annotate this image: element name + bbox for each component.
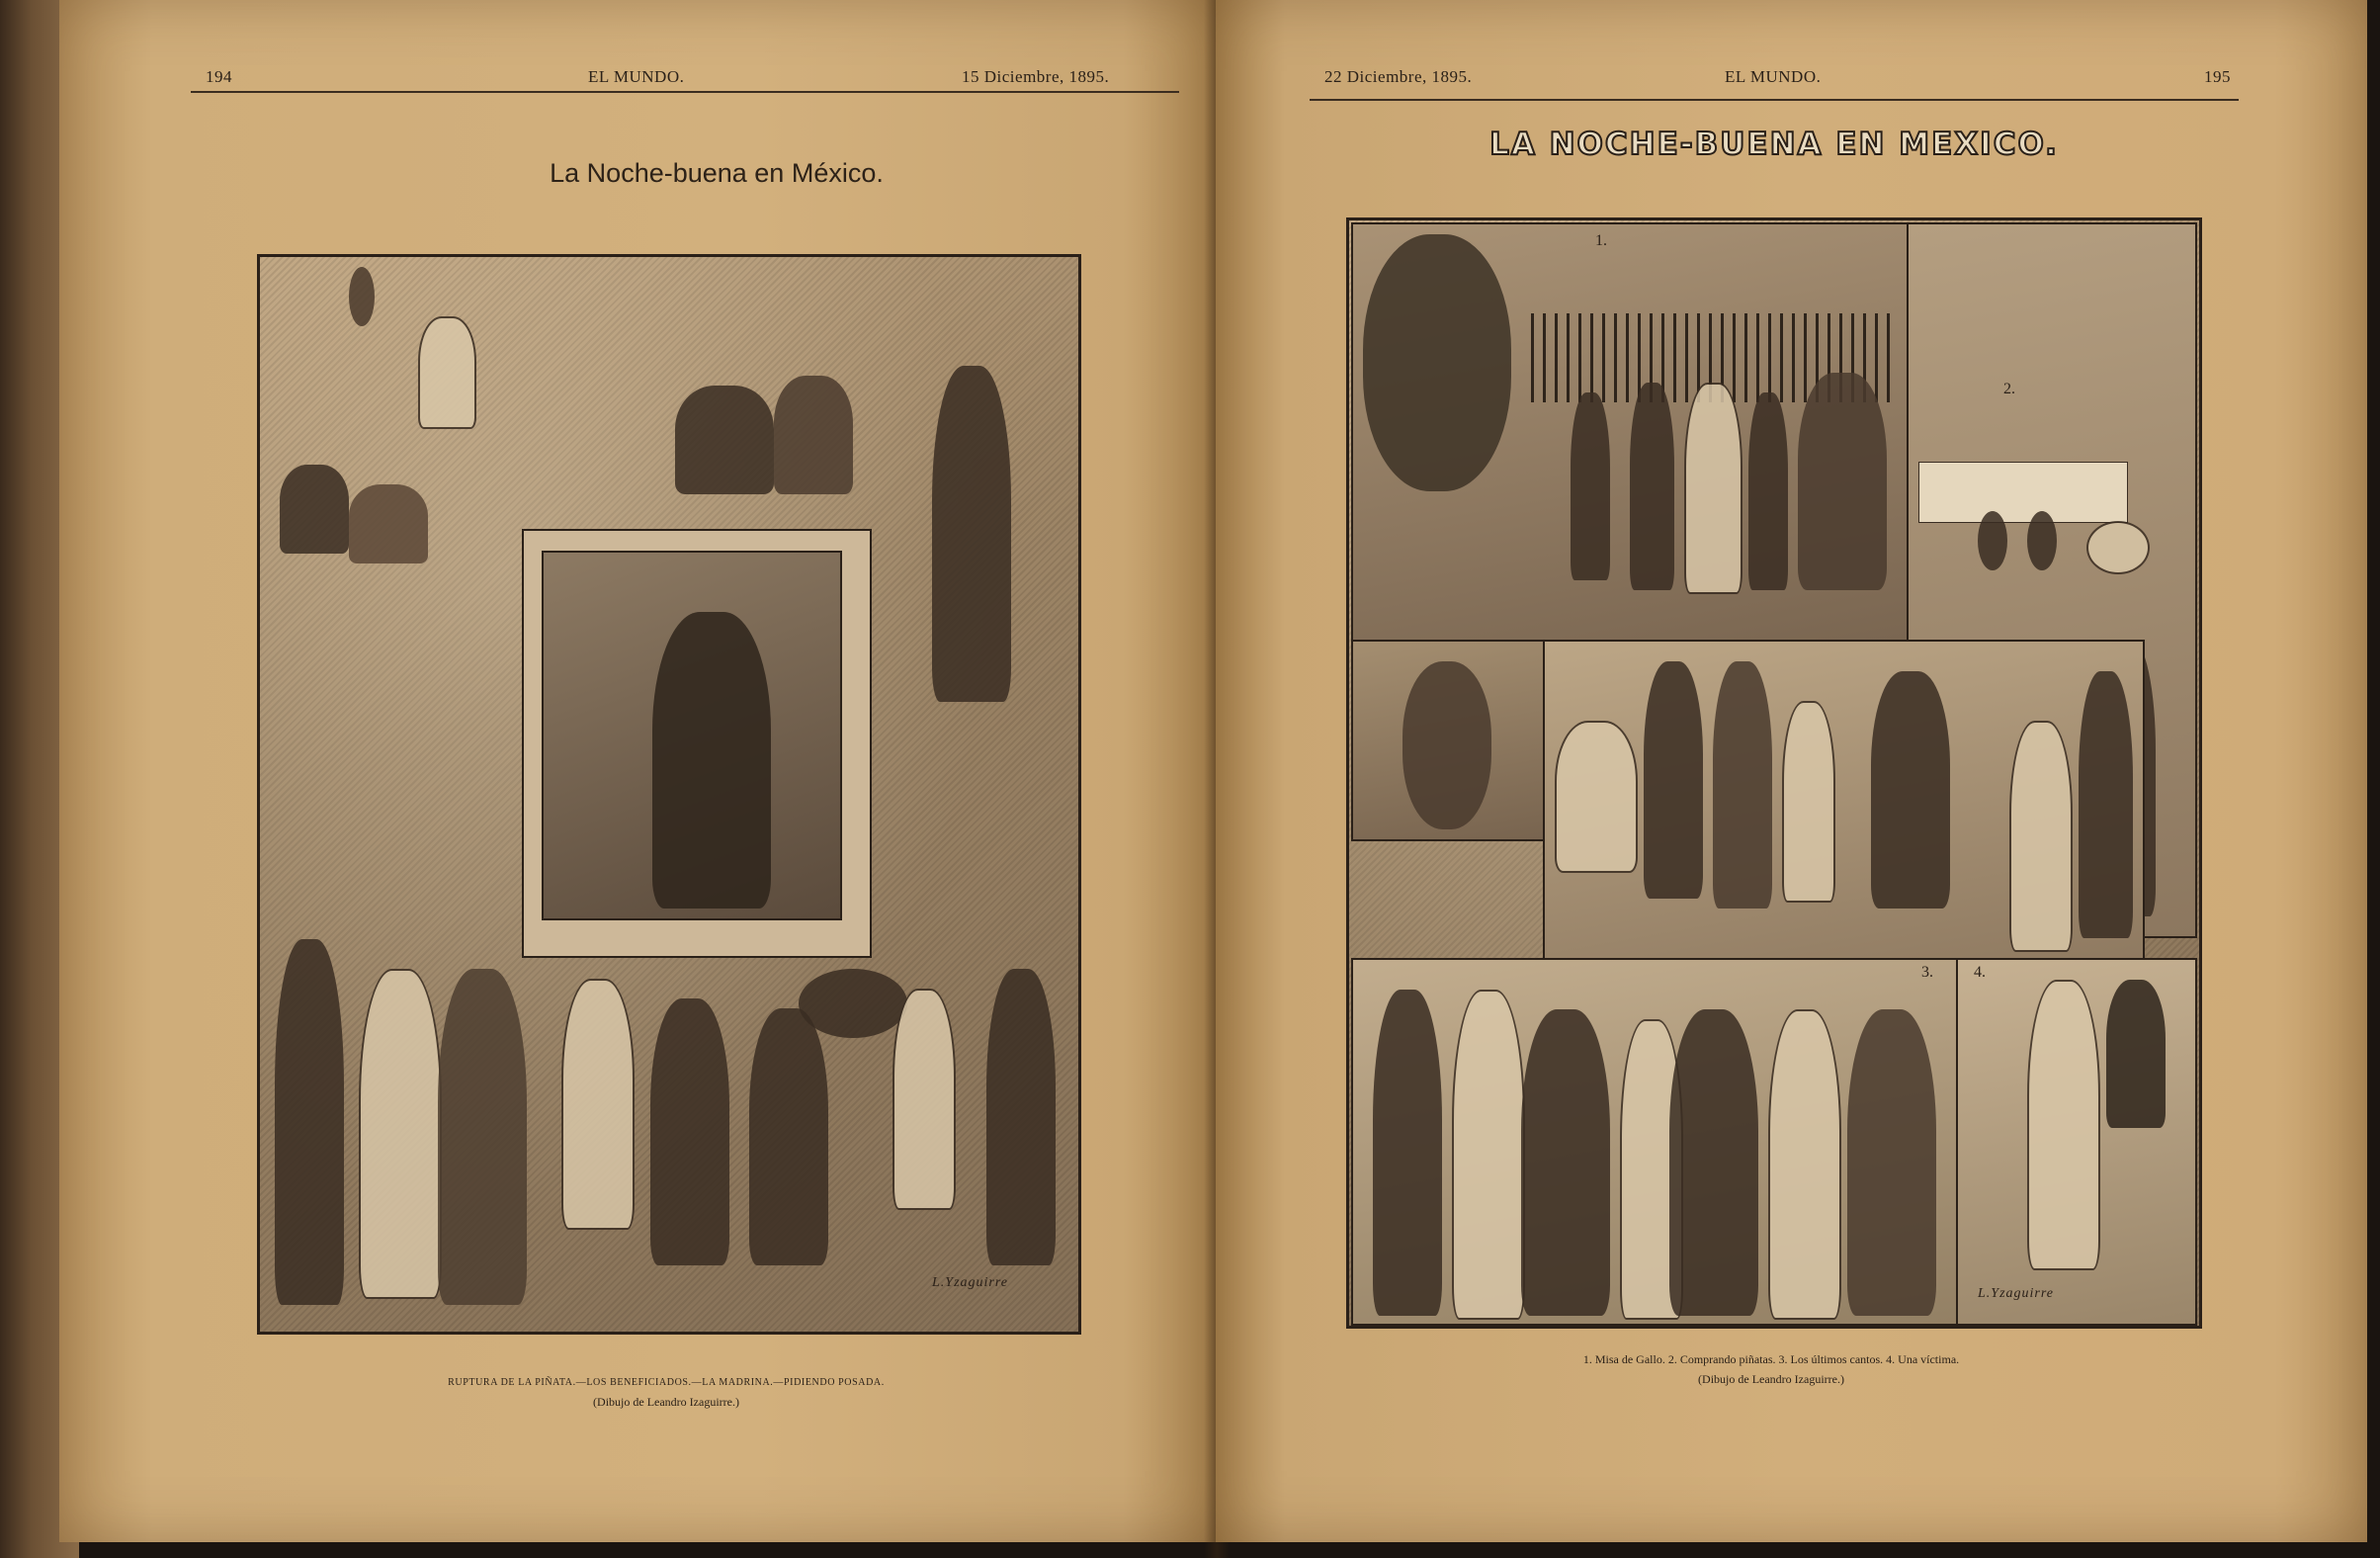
figure-woman xyxy=(1630,383,1674,590)
left-page xyxy=(59,0,1216,1542)
right-masthead: EL MUNDO. xyxy=(1725,67,1822,86)
figure-man xyxy=(2009,721,2073,952)
panel-una-victima xyxy=(1956,958,2197,1326)
panel-misa-de-gallo xyxy=(1351,222,1909,642)
figure-woman xyxy=(1521,1009,1610,1316)
figure-musician xyxy=(1571,392,1610,580)
figure-boy xyxy=(675,386,774,494)
figure-madrina xyxy=(652,612,771,909)
tree xyxy=(1363,234,1511,491)
figure-musician xyxy=(275,939,344,1305)
figure-boy xyxy=(749,1008,828,1265)
figure-child xyxy=(1782,701,1835,903)
left-page-title: La Noche-buena en México. xyxy=(550,158,884,188)
figure-children-group xyxy=(349,484,428,563)
right-plate-signature: L.Yzaguirre xyxy=(1978,1286,2055,1301)
nativity-tray xyxy=(799,969,907,1038)
left-header-rule xyxy=(191,91,1179,93)
panel-number-2: 2. xyxy=(2003,381,2015,397)
turkey xyxy=(2106,980,2166,1128)
figure-woman xyxy=(1768,1009,1841,1320)
pinata xyxy=(1978,511,2007,570)
figure-woman xyxy=(1452,990,1525,1320)
pinata xyxy=(349,267,375,326)
right-illustration-plate xyxy=(1346,217,2202,1329)
right-credit: (Dibujo de Leandro Izaguirre.) xyxy=(1698,1372,1844,1386)
figure-woman xyxy=(1713,661,1772,909)
left-plate-signature: L.Yzaguirre xyxy=(932,1275,1009,1290)
panel-number-4: 4. xyxy=(1974,964,1986,981)
right-page-number: 195 xyxy=(2204,67,2231,86)
figure-girl xyxy=(892,989,956,1210)
figure-violinist xyxy=(1847,1009,1936,1316)
pinata-bird xyxy=(2086,521,2150,574)
pinata xyxy=(2027,511,2057,570)
panel-number-3: 3. xyxy=(1921,964,1933,981)
figure-girl xyxy=(561,979,635,1230)
figure-man xyxy=(1373,990,1442,1316)
figure-boy xyxy=(650,998,729,1265)
right-page-title: LA NOCHE-BUENA EN MEXICO. xyxy=(1489,127,2059,162)
figure-children-group xyxy=(280,465,349,554)
panel-los-ultimos-cantos xyxy=(1351,958,1958,1326)
left-masthead: EL MUNDO. xyxy=(588,67,685,86)
figure-lady xyxy=(1871,671,1950,909)
panel-garden xyxy=(1351,640,1545,841)
left-page-number: 194 xyxy=(206,67,232,86)
figure-boy-standing xyxy=(932,366,1011,702)
plant xyxy=(1402,661,1491,829)
figure-woman xyxy=(1644,661,1703,899)
figure-woman xyxy=(1684,383,1742,594)
figure-woman xyxy=(359,969,442,1299)
awning xyxy=(1918,462,2128,523)
figure-woman xyxy=(2027,980,2100,1270)
left-date: 15 Diciembre, 1895. xyxy=(962,67,1110,86)
panel-market-crowd xyxy=(1543,640,2145,960)
figure-man xyxy=(2079,671,2133,938)
left-illustration-plate xyxy=(257,254,1081,1335)
left-credit: (Dibujo de Leandro Izaguirre.) xyxy=(593,1395,739,1409)
figure-woman xyxy=(1669,1009,1758,1316)
inset-portrait xyxy=(542,551,842,920)
figure-woman xyxy=(438,969,527,1305)
panel-number-1: 1. xyxy=(1595,232,1607,249)
inset-portrait-frame xyxy=(522,529,872,958)
figure-crowd xyxy=(1798,373,1887,590)
right-header-rule xyxy=(1310,99,2239,101)
right-caption: 1. Misa de Gallo. 2. Comprando piñatas. 3. Los últimos cantos. 4. Una víctima. xyxy=(1582,1352,1960,1366)
figure-man xyxy=(1748,392,1788,590)
figure-boy xyxy=(774,376,853,494)
left-caption: RUPTURA DE LA PIÑATA.—LOS BENEFICIADOS.—LA MADRINA.—PIDIENDO POSADA. xyxy=(448,1377,885,1388)
figure-boy xyxy=(986,969,1056,1265)
figure-vendor xyxy=(1555,721,1638,873)
right-date: 22 Diciembre, 1895. xyxy=(1324,67,1473,86)
figure-girl xyxy=(418,316,476,429)
